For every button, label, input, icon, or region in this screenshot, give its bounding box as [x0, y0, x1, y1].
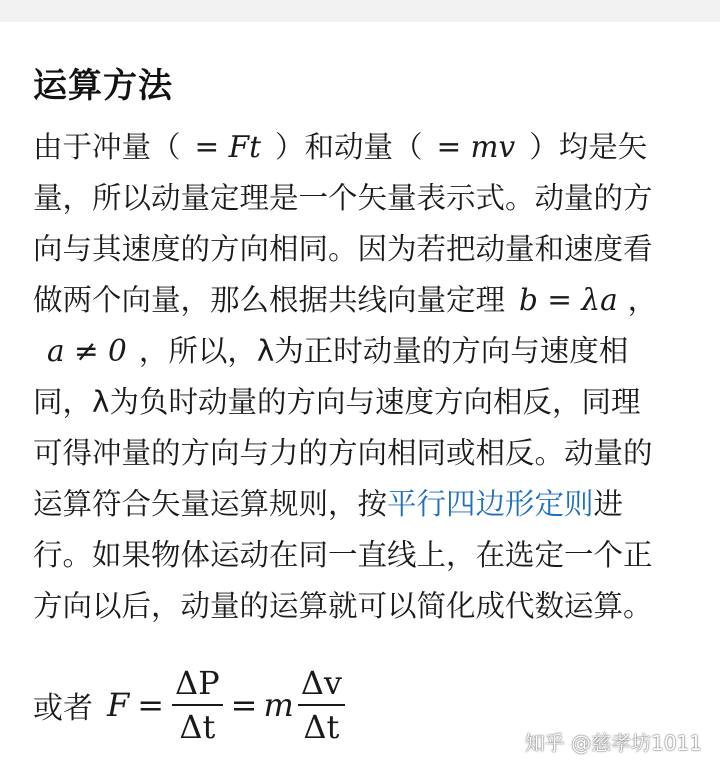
formula-coefficient: m [263, 686, 294, 724]
text-run: 运算符合矢量运算规则，按 [33, 487, 388, 521]
fraction-denominator: Δt [179, 708, 216, 746]
paragraph-line: 同，λ为负时动量的方向与速度方向相反，同理 [33, 385, 641, 419]
paragraph-line [33, 122, 703, 173]
paragraph-line [33, 326, 703, 377]
formula-prefix: 或者 [33, 691, 93, 726]
formula-lhs: F [107, 686, 130, 724]
math-inline: = Ft [194, 130, 261, 164]
top-bar [0, 0, 720, 22]
fraction-bar [298, 704, 345, 706]
text-run: 由于冲量（ [33, 130, 181, 164]
text-run: ， [627, 283, 658, 317]
text-run: ）和动量（ [274, 130, 423, 164]
fraction-dp-dt [172, 664, 223, 746]
parallelogram-rule-link[interactable]: 平行四边形定则 [387, 487, 594, 521]
fraction-numerator: Δv [300, 664, 342, 702]
paragraph-line: 行。如果物体运动在同一直线上，在选定一个正 [33, 538, 653, 572]
text-run: 做两个向量，那么根据共线向量定理 [33, 283, 506, 317]
text-run: ）均是矢 [529, 130, 648, 164]
fraction-bar [172, 704, 223, 706]
body-paragraph [33, 122, 703, 632]
math-inline: = mv [436, 130, 516, 164]
section-title: 运算方法 [33, 66, 173, 106]
paragraph-line [33, 275, 703, 326]
math-inline: b = λa [519, 283, 618, 317]
paragraph-line: 可得冲量的方向与力的方向相同或相反。动量的 [33, 436, 653, 470]
math-inline: a ≠ 0 [47, 334, 127, 368]
fraction-dv-dt [298, 664, 345, 746]
formula-line [33, 665, 349, 745]
fraction-numerator: ΔP [175, 664, 220, 702]
zhihu-watermark: 知乎 @慈孝坊1011 [524, 731, 702, 755]
paragraph-line: 向与其速度的方向相同。因为若把动量和速度看 [33, 232, 653, 266]
formula-equals: = [230, 686, 258, 724]
paragraph-line: 方向以后，动量的运算就可以简化成代数运算。 [33, 589, 653, 623]
text-run: 进 [593, 487, 624, 521]
formula-equals: = [137, 686, 165, 724]
text-run: ，所以，λ为正时动量的方向与速度相 [138, 334, 629, 368]
fraction-denominator: Δt [303, 708, 340, 746]
paragraph-line [33, 479, 703, 530]
paragraph-line: 量，所以动量定理是一个矢量表示式。动量的方 [33, 181, 653, 215]
